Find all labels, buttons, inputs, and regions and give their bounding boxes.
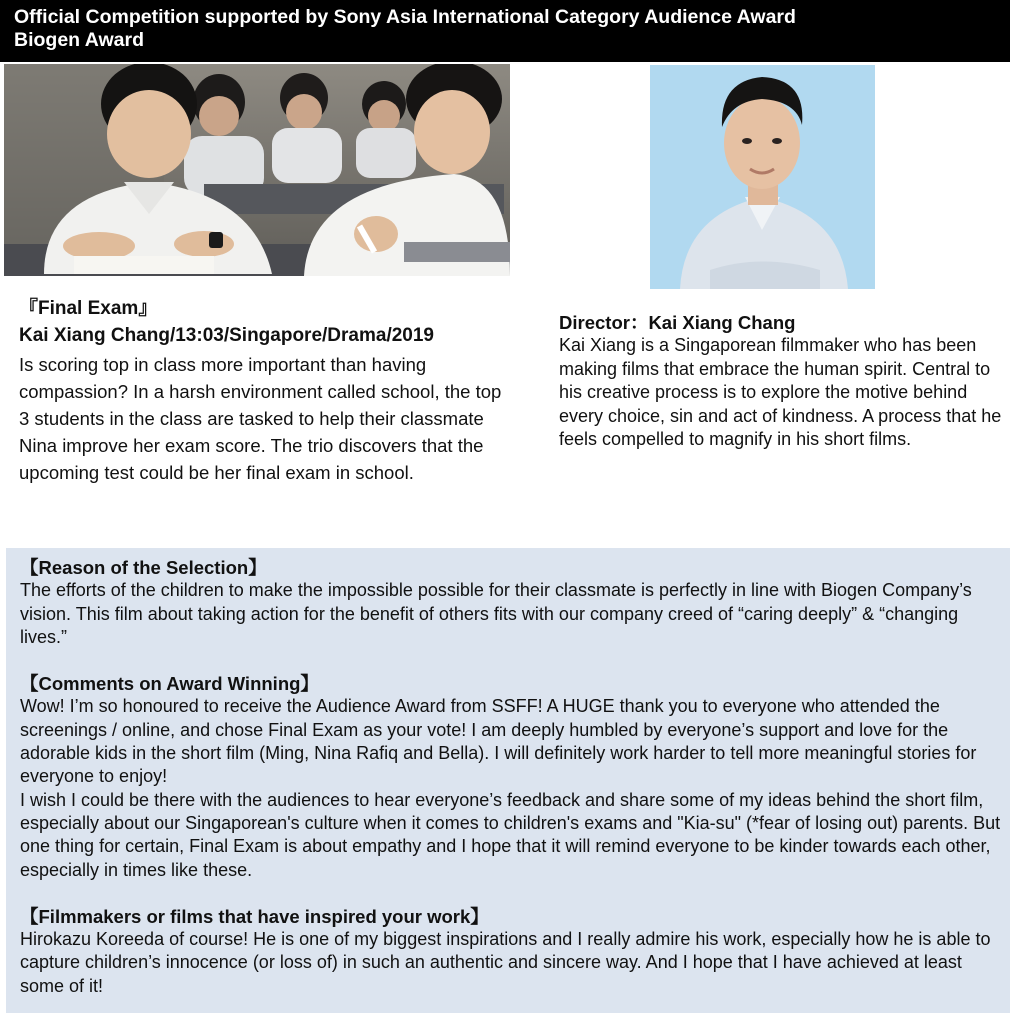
comments-paragraph-1: Wow! I’m so honoured to receive the Audience Award from SSFF! A HUGE thank you to everyone who attended the screenings / online, and chose Final Exam as your vote! I am deeply humbled by everyone’s support and love for the adorable kids in the short film (Ming, Nina Rafiq and Bella). I will definitely work harder to tell more meaningful stories for everyone to enjoy! (20, 696, 977, 787)
comments-section (20, 672, 1005, 882)
award-header-line2: Biogen Award (14, 29, 145, 51)
director-info (559, 311, 1009, 452)
inspired-text: Hirokazu Koreeda of course! He is one of my biggest inspirations and I really admire his work, especially how he is able to capture children’s innocence (or loss of) in such an authentic and sincere way. And I hope that I have achieved at least some of it! (20, 929, 991, 996)
director-heading: Director：Kai Xiang Chang (559, 312, 796, 333)
film-info (19, 295, 509, 486)
reason-section (20, 556, 1005, 649)
film-still-image (4, 64, 510, 276)
comments-paragraph-2: I wish I could be there with the audiences to hear everyone’s feedback and share some of my ideas behind the short film, especially about our Singaporean's culture when it comes to children's exams and "Kia-su" (*fear of losing out) parents. But one thing for certain, Final Exam is about empathy and I hope that it will remind everyone to be kinder towards each other, especially in times like these. (20, 789, 1001, 880)
film-synopsis: Is scoring top in class more important than having compassion? In a harsh environment called school, the top 3 students in the class are tasked to help their classmate Nina improve her exam score. The trio discovers that the upcoming test could be her final exam in school. (19, 354, 502, 483)
award-details-panel (6, 548, 1010, 1013)
director-portrait-image (650, 65, 875, 289)
comments-heading: 【Comments on Award Winning】 (20, 673, 319, 695)
inspired-section (20, 905, 1005, 998)
award-header (0, 0, 1010, 62)
award-header-line1: Official Competition supported by Sony Asia International Category Audience Award (14, 6, 796, 28)
inspired-heading: 【Filmmakers or films that have inspired your work】 (20, 905, 489, 927)
director-bio: Kai Xiang is a Singaporean filmmaker who has been making films that embrace the human spirit. Central to his creative process is to explore the motive behind every choice, sin and act of kindness. A process that he feels compelled to magnify in his short films. (559, 335, 1002, 449)
reason-heading: 【Reason of the Selection】 (20, 557, 267, 578)
film-credit: Kai Xiang Chang/13:03/Singapore/Drama/2019 (19, 325, 434, 346)
reason-text: The efforts of the children to make the impossible possible for their classmate is perfectly in line with Biogen Company’s vision. This film about taking action for the benefit of others fits with our company creed of “caring deeply” & “changing lives.” (20, 580, 972, 647)
film-title: 『Final Exam』 (19, 298, 158, 319)
